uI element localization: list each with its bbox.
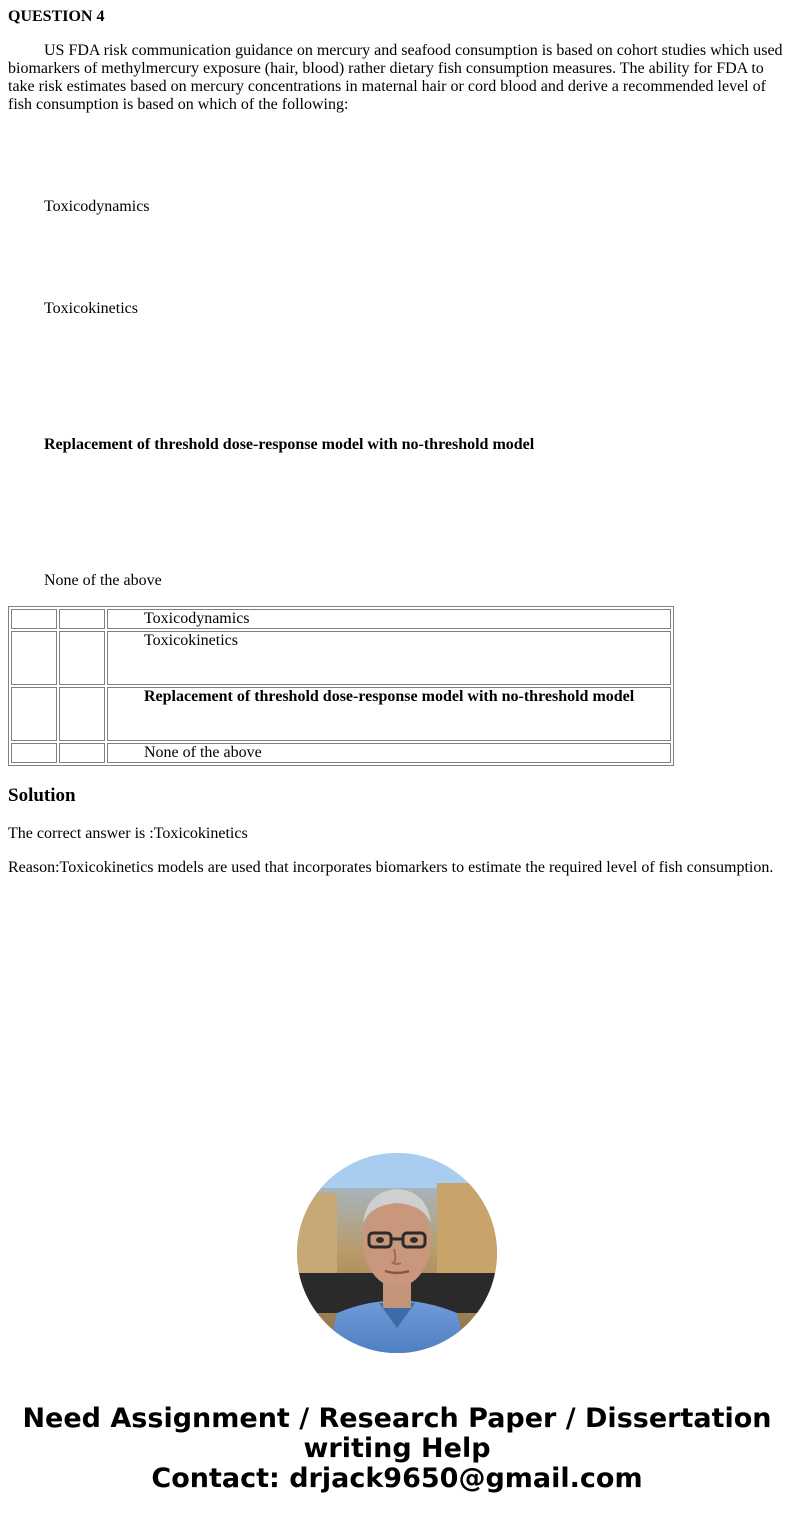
table-cell-empty	[59, 687, 105, 741]
avatar	[297, 1153, 497, 1353]
option-toxicokinetics: Toxicokinetics	[44, 300, 138, 317]
footer-line-1: Need Assignment / Research Paper / Dissertation	[22, 1403, 772, 1434]
footer-line-2: writing Help	[303, 1433, 491, 1464]
table-cell-empty	[59, 631, 105, 685]
table-cell-empty	[11, 609, 57, 629]
table-row	[11, 743, 671, 763]
table-cell-empty	[59, 609, 105, 629]
avatar-photo	[297, 1153, 497, 1353]
option-toxicodynamics: Toxicodynamics	[44, 198, 150, 215]
table-cell-option: None of the above	[107, 743, 671, 763]
table-cell-empty	[11, 631, 57, 685]
option-none-of-the-above: None of the above	[44, 572, 162, 589]
footer-banner	[0, 1404, 794, 1494]
option-replacement-threshold: Replacement of threshold dose-response model with no-threshold model	[44, 436, 535, 453]
table-row	[11, 687, 671, 741]
table-row	[11, 631, 671, 685]
solution-heading: Solution	[8, 785, 76, 806]
options-table	[8, 606, 674, 766]
solution-reason: Reason:Toxicokinetics models are used that incorporates biomarkers to estimate the required level of fish consumption.	[8, 859, 774, 876]
table-cell-empty	[59, 743, 105, 763]
solution-answer: The correct answer is :Toxicokinetics	[8, 825, 248, 842]
question-title: QUESTION 4	[8, 8, 105, 25]
table-cell-empty	[11, 743, 57, 763]
question-body: US FDA risk communication guidance on mercury and seafood consumption is based on cohort studies which used biomarkers of methylmercury exposure (hair, blood) rather dietary fish consumption measures. The ability for FDA to take risk estimates based on mercury concentrations in maternal hair or cord blood and derive a recommended level of fish consumption is based on which of the following:	[8, 42, 783, 113]
table-row	[11, 609, 671, 629]
table-cell-option: Toxicodynamics	[107, 609, 671, 629]
table-cell-empty	[11, 687, 57, 741]
footer-contact: Contact: drjack9650@gmail.com	[151, 1463, 643, 1494]
table-cell-option: Replacement of threshold dose-response model with no-threshold model	[107, 687, 671, 741]
table-cell-option: Toxicokinetics	[107, 631, 671, 685]
